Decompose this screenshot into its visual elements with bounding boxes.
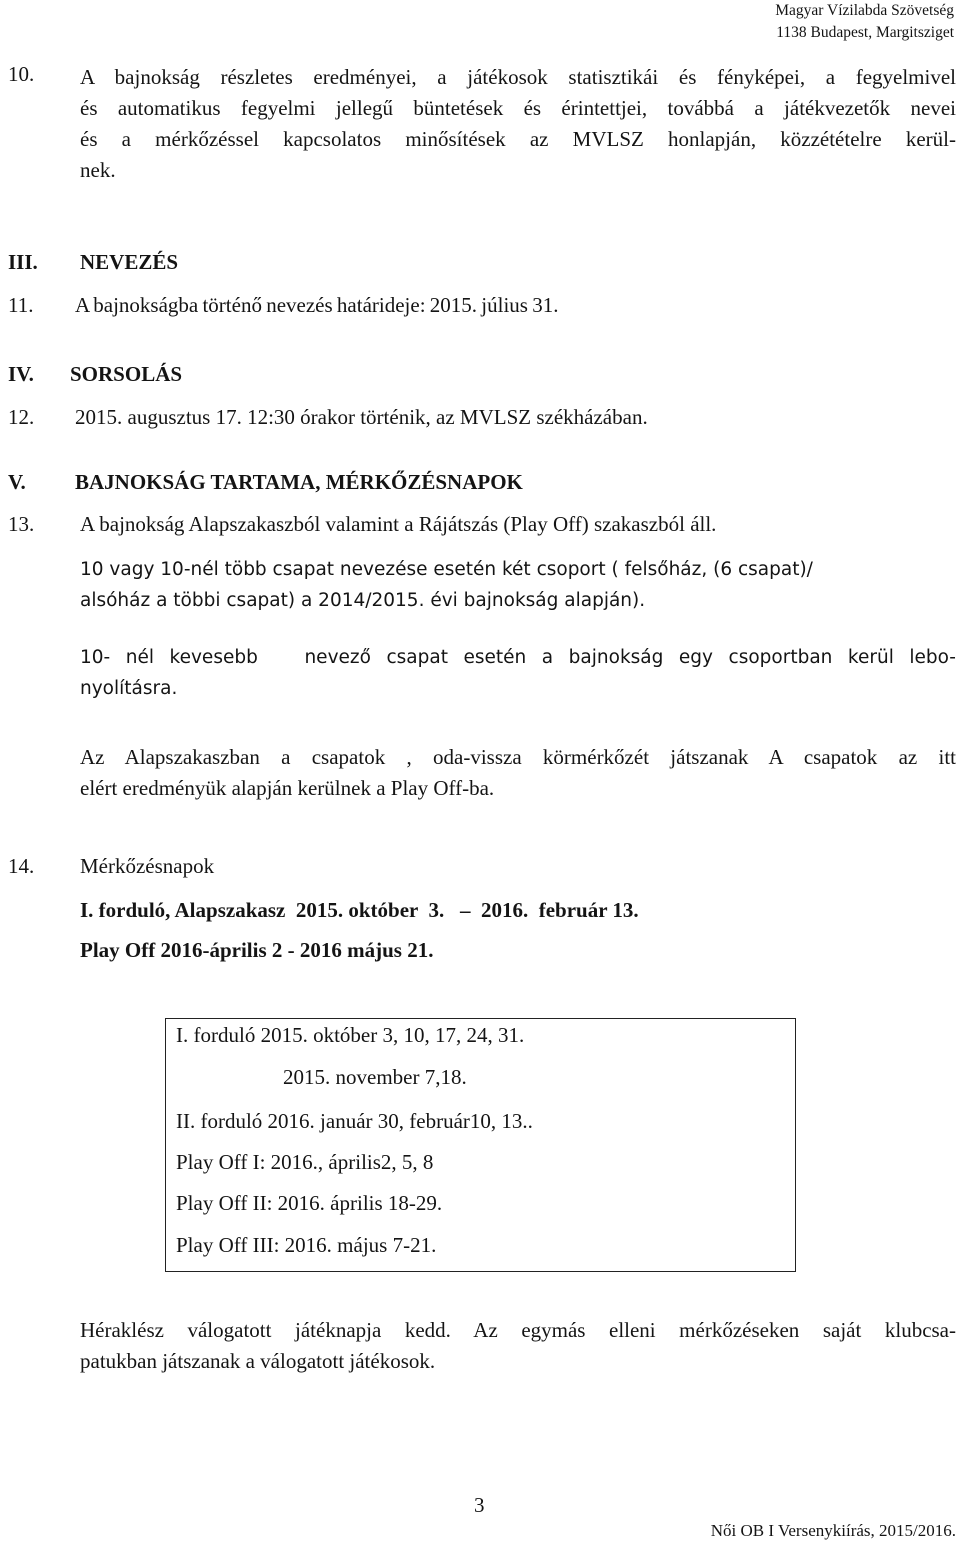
item-10-number: 10.	[8, 62, 35, 86]
header-org: Magyar Vízilabda Szövetség	[775, 2, 954, 19]
item-12-text: 2015. augusztus 17. 12:30 órakor történik, az MVLSZ székházában.	[75, 405, 648, 429]
schedule-box	[165, 1018, 796, 1272]
schedule-row: Play Off I: 2016., április2, 5, 8	[176, 1150, 434, 1174]
item-12-number: 12.	[8, 405, 35, 429]
section-5-roman: V.	[8, 470, 26, 494]
page-number: 3	[474, 1493, 485, 1517]
header-address: 1138 Budapest, Margitsziget	[776, 24, 954, 41]
footer-doc-title: Női OB I Versenykiírás, 2015/2016.	[710, 1521, 956, 1540]
item-14-title: Mérkőzésnapok	[80, 854, 215, 878]
playoff-dates: Play Off 2016-április 2 - 2016 május 21.	[80, 938, 434, 962]
schedule-row: I. forduló 2015. október 3, 10, 17, 24, 31.	[176, 1023, 525, 1047]
item-13-para-3	[80, 742, 956, 804]
item-13-para-3-line-1: Az Alapszakaszban a csapatok , oda-vissza körmérkőzét játszanak A csapatok az itt	[80, 745, 956, 769]
item-11-text: A bajnokságba történő nevezés határideje: 2015. július 31.	[75, 293, 559, 317]
heraklesz-paragraph	[80, 1315, 956, 1377]
item-11-number: 11.	[8, 293, 34, 317]
item-13-para-1-line-1: 10 vagy 10-nél több csapat nevezése esetén két csoport ( felsőház, (6 csapat)/	[80, 559, 813, 580]
item-13-para-2-line-1: 10- nél kevesebb nevező csapat esetén a bajnokság egy csoportban kerül lebo-	[80, 647, 956, 668]
item-10-line-1: A bajnokság részletes eredményei, a játékosok statisztikái és fényképei, a fegyelmivel	[80, 65, 956, 89]
item-13-para-2-line-2: nyolításra.	[80, 678, 178, 699]
section-3-title: NEVEZÉS	[80, 250, 179, 274]
item-10-text	[80, 62, 956, 186]
page-header	[775, 0, 954, 44]
item-13-para-3-line-2: elért eredményük alapján kerülnek a Play Off-ba.	[80, 776, 495, 800]
heraklesz-line-2: patukban játszanak a válogatott játékosok.	[80, 1349, 436, 1373]
item-10-line-4: nek.	[80, 158, 116, 182]
item-13-para-1-line-2: alsóház a többi csapat) a 2014/2015. évi bajnokság alapján).	[80, 590, 646, 611]
schedule-row: 2015. november 7,18.	[283, 1065, 467, 1089]
schedule-row: Play Off II: 2016. április 18-29.	[176, 1191, 443, 1215]
item-14-number: 14.	[8, 854, 35, 878]
round-1-dates: I. forduló, Alapszakasz 2015. október 3. – 2016. február 13.	[80, 898, 639, 922]
item-13-para-1	[80, 554, 813, 616]
item-10-line-3: és a mérkőzéssel kapcsolatos minősítések az MVLSZ honlapján, közzétételre kerül-	[80, 127, 956, 151]
section-3-roman: III.	[8, 250, 38, 274]
section-5-title: BAJNOKSÁG TARTAMA, MÉRKŐZÉSNAPOK	[75, 470, 523, 494]
item-13-para-2	[80, 642, 956, 704]
schedule-row: II. forduló 2016. január 30, február10, 13..	[176, 1109, 533, 1133]
heraklesz-line-1: Héraklész válogatott játéknapja kedd. Az egymás elleni mérkőzéseken saját klubcsa-	[80, 1318, 956, 1342]
item-10-line-2: és automatikus fegyelmi jellegű büntetések és érintettjei, továbbá a játékvezetők nevei	[80, 96, 956, 120]
section-4-title: SORSOLÁS	[70, 362, 183, 386]
item-13-text: A bajnokság Alapszakaszból valamint a Rájátszás (Play Off) szakaszból áll.	[80, 512, 717, 536]
item-13-number: 13.	[8, 512, 35, 536]
schedule-row: Play Off III: 2016. május 7-21.	[176, 1233, 437, 1257]
section-4-roman: IV.	[8, 362, 34, 386]
